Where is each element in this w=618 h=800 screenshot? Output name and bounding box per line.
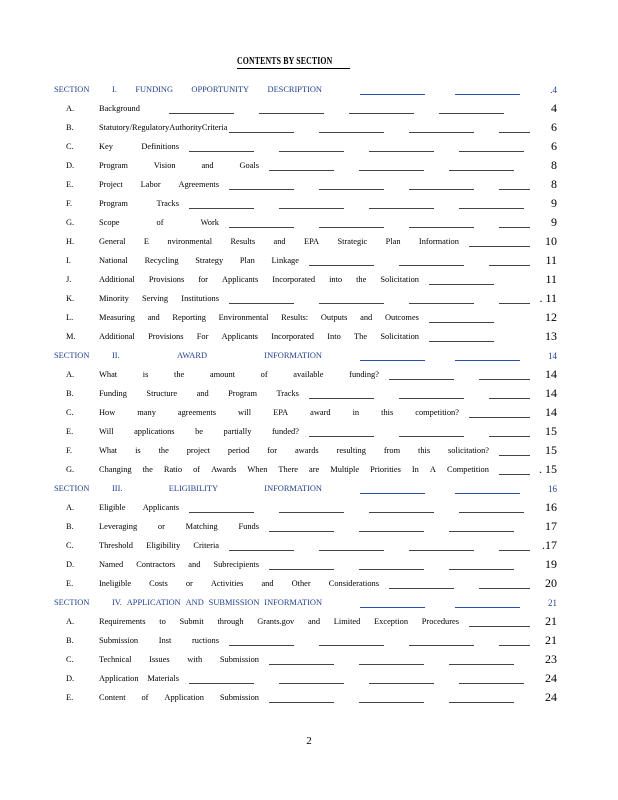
leader-line bbox=[369, 683, 434, 684]
item-title: Program Tracks bbox=[99, 199, 179, 208]
item-title: Application Materials bbox=[99, 674, 179, 683]
leader-line bbox=[359, 664, 424, 665]
item-title: What is the amount of available funding? bbox=[99, 370, 379, 379]
leader-line bbox=[455, 360, 520, 361]
item-title: Technical Issues with Submission bbox=[99, 655, 259, 664]
item-letter: I. bbox=[66, 256, 71, 265]
item-title: How many agreements will EPA award in this competition? bbox=[99, 408, 459, 417]
item-page: 14 bbox=[545, 386, 557, 400]
leader-line bbox=[499, 474, 530, 475]
toc-item-row[interactable] bbox=[0, 156, 618, 175]
leader-line bbox=[455, 493, 520, 494]
item-letter: D. bbox=[66, 674, 75, 683]
toc-item-row[interactable] bbox=[0, 669, 618, 688]
leader-line bbox=[429, 284, 494, 285]
toc-item-row[interactable] bbox=[0, 137, 618, 156]
leader-line bbox=[359, 702, 424, 703]
item-letter: E. bbox=[66, 579, 74, 588]
item-page: 11 bbox=[545, 272, 557, 286]
leader-line bbox=[309, 436, 374, 437]
leader-line bbox=[455, 94, 520, 95]
leader-line bbox=[169, 113, 234, 114]
item-title: Eligible Applicants bbox=[99, 503, 179, 512]
toc-item-row[interactable] bbox=[0, 194, 618, 213]
leader-line bbox=[359, 170, 424, 171]
item-title: Submission Inst ructions bbox=[99, 636, 219, 645]
toc-item-row[interactable] bbox=[0, 289, 618, 308]
item-title: Will applications be partially funded? bbox=[99, 427, 299, 436]
leader-line bbox=[449, 569, 514, 570]
toc-section-row[interactable] bbox=[0, 479, 618, 498]
leader-line bbox=[389, 588, 454, 589]
leader-line bbox=[319, 189, 384, 190]
item-page: 20 bbox=[545, 576, 557, 590]
item-page: 9 bbox=[551, 196, 557, 210]
item-letter: F. bbox=[66, 199, 73, 208]
item-letter: A. bbox=[66, 617, 75, 626]
section-label: SECTION bbox=[54, 85, 90, 94]
leader-line bbox=[189, 512, 254, 513]
leader-line bbox=[229, 645, 294, 646]
leader-line bbox=[389, 379, 454, 380]
item-letter: E. bbox=[66, 693, 74, 702]
item-letter: B. bbox=[66, 389, 74, 398]
item-letter: H. bbox=[66, 237, 75, 246]
leader-line bbox=[499, 303, 530, 304]
leader-line bbox=[319, 303, 384, 304]
item-page: 21 bbox=[545, 633, 557, 647]
item-title: Additional Provisions for Applicants Incorporated into the Solicitation bbox=[99, 275, 419, 284]
leader-line bbox=[449, 702, 514, 703]
item-title: Requirements to Submit through Grants.gov and Limited Exception Procedures bbox=[99, 617, 459, 626]
item-title: Content of Application Submission bbox=[99, 693, 259, 702]
item-page: 4 bbox=[551, 101, 557, 115]
item-page: 19 bbox=[545, 557, 557, 571]
leader-line bbox=[229, 303, 294, 304]
toc-section-row[interactable] bbox=[0, 593, 618, 612]
leader-line bbox=[459, 208, 524, 209]
toc-section-row[interactable] bbox=[0, 80, 618, 99]
section-title: I. FUNDING OPPORTUNITY DESCRIPTION bbox=[112, 85, 322, 94]
item-page: 10 bbox=[545, 234, 557, 248]
toc-item-row[interactable] bbox=[0, 270, 618, 289]
leader-line bbox=[259, 113, 324, 114]
leader-line bbox=[360, 94, 425, 95]
toc-item-row[interactable] bbox=[0, 555, 618, 574]
leader-line bbox=[409, 189, 474, 190]
leader-line bbox=[449, 170, 514, 171]
leader-line bbox=[409, 550, 474, 551]
leader-line bbox=[409, 227, 474, 228]
item-letter: E. bbox=[66, 180, 74, 189]
toc-item-row[interactable] bbox=[0, 327, 618, 346]
leader-line bbox=[499, 645, 530, 646]
toc-item-row[interactable] bbox=[0, 308, 618, 327]
leader-line bbox=[360, 607, 425, 608]
leader-line bbox=[229, 550, 294, 551]
section-title: II. AWARD INFORMATION bbox=[112, 351, 322, 360]
item-page: 16 bbox=[545, 500, 557, 514]
section-title: III. ELIGIBILITY INFORMATION bbox=[112, 484, 322, 493]
leader-line bbox=[489, 265, 530, 266]
item-letter: E. bbox=[66, 427, 74, 436]
leader-line bbox=[439, 113, 504, 114]
table-of-contents bbox=[0, 80, 618, 707]
leader-line bbox=[459, 683, 524, 684]
item-title: Additional Provisions For Applicants Incorporated Into The Solicitation bbox=[99, 332, 419, 341]
item-letter: K. bbox=[66, 294, 75, 303]
section-label: SECTION bbox=[54, 598, 90, 607]
toc-item-row[interactable] bbox=[0, 175, 618, 194]
leader-line bbox=[455, 607, 520, 608]
item-letter: J. bbox=[66, 275, 72, 284]
leader-line bbox=[359, 569, 424, 570]
item-letter: D. bbox=[66, 560, 75, 569]
section-page: 21 bbox=[548, 598, 557, 608]
toc-item-row[interactable] bbox=[0, 498, 618, 517]
toc-item-row[interactable] bbox=[0, 460, 618, 479]
toc-item-row[interactable] bbox=[0, 688, 618, 707]
item-title: Measuring and Reporting Environmental Results: Outputs and Outcomes bbox=[99, 313, 419, 322]
item-letter: F. bbox=[66, 446, 73, 455]
toc-item-row[interactable] bbox=[0, 441, 618, 460]
item-letter: B. bbox=[66, 123, 74, 132]
item-letter: L. bbox=[66, 313, 74, 322]
leader-line bbox=[469, 626, 530, 627]
item-title: General E nvironmental Results and EPA Strategic Plan Information bbox=[99, 237, 459, 246]
item-page: 24 bbox=[545, 690, 557, 704]
toc-item-row[interactable] bbox=[0, 631, 618, 650]
toc-item-row[interactable] bbox=[0, 536, 618, 555]
leader-line bbox=[459, 512, 524, 513]
leader-line bbox=[319, 550, 384, 551]
leader-line bbox=[409, 303, 474, 304]
leader-line bbox=[499, 455, 530, 456]
leader-line bbox=[499, 189, 530, 190]
leader-line bbox=[319, 645, 384, 646]
leader-line bbox=[279, 512, 344, 513]
item-page: 17 bbox=[545, 519, 557, 533]
toc-item-row[interactable] bbox=[0, 232, 618, 251]
leader-line bbox=[409, 132, 474, 133]
item-letter: M. bbox=[66, 332, 76, 341]
leader-line bbox=[479, 379, 530, 380]
section-page: 16 bbox=[548, 484, 557, 494]
section-label: SECTION bbox=[54, 484, 90, 493]
item-page: 15 bbox=[545, 443, 557, 457]
leader-line bbox=[319, 132, 384, 133]
section-label: SECTION bbox=[54, 351, 90, 360]
leader-line bbox=[479, 588, 530, 589]
leader-line bbox=[309, 398, 374, 399]
leader-line bbox=[349, 113, 414, 114]
leader-line bbox=[489, 436, 530, 437]
item-title: Program Vision and Goals bbox=[99, 161, 259, 170]
toc-item-row[interactable] bbox=[0, 384, 618, 403]
leader-line bbox=[279, 208, 344, 209]
item-page: 23 bbox=[545, 652, 557, 666]
leader-line bbox=[369, 151, 434, 152]
item-title: Scope of Work bbox=[99, 218, 219, 227]
item-title: Named Contractors and Subrecipients bbox=[99, 560, 259, 569]
item-page: 24 bbox=[545, 671, 557, 685]
item-page: 11 bbox=[545, 253, 557, 267]
section-page: 14 bbox=[548, 351, 557, 361]
item-page: 12 bbox=[545, 310, 557, 324]
leader-line bbox=[469, 417, 530, 418]
item-title: Leveraging or Matching Funds bbox=[99, 522, 259, 531]
item-title: Minority Serving Institutions bbox=[99, 294, 219, 303]
leader-line bbox=[229, 132, 294, 133]
page-title: CONTENTS BY SECTION bbox=[237, 56, 350, 69]
item-page: 15 bbox=[545, 424, 557, 438]
toc-item-row[interactable] bbox=[0, 118, 618, 137]
item-page: .17 bbox=[542, 538, 557, 552]
leader-line bbox=[269, 664, 334, 665]
leader-line bbox=[229, 189, 294, 190]
item-title: What is the project period for awards resulting from this solicitation? bbox=[99, 446, 489, 455]
leader-line bbox=[449, 531, 514, 532]
leader-line bbox=[499, 550, 530, 551]
section-page: .4 bbox=[550, 85, 557, 95]
leader-line bbox=[449, 664, 514, 665]
item-page: 8 bbox=[551, 177, 557, 191]
toc-section-row[interactable] bbox=[0, 346, 618, 365]
leader-line bbox=[269, 702, 334, 703]
leader-line bbox=[269, 170, 334, 171]
item-title: Key Definitions bbox=[99, 142, 179, 151]
leader-line bbox=[369, 512, 434, 513]
leader-line bbox=[309, 265, 374, 266]
item-title: Ineligible Costs or Activities and Other Considerations bbox=[99, 579, 379, 588]
leader-line bbox=[319, 227, 384, 228]
leader-line bbox=[369, 208, 434, 209]
item-letter: C. bbox=[66, 655, 74, 664]
leader-line bbox=[269, 569, 334, 570]
toc-item-row[interactable] bbox=[0, 213, 618, 232]
leader-line bbox=[189, 208, 254, 209]
toc-item-row[interactable] bbox=[0, 251, 618, 270]
item-letter: C. bbox=[66, 408, 74, 417]
toc-item-row[interactable] bbox=[0, 574, 618, 593]
leader-line bbox=[499, 227, 530, 228]
item-letter: G. bbox=[66, 218, 75, 227]
leader-line bbox=[429, 322, 494, 323]
leader-line bbox=[279, 683, 344, 684]
leader-line bbox=[429, 341, 494, 342]
item-title: Funding Structure and Program Tracks bbox=[99, 389, 299, 398]
leader-line bbox=[459, 151, 524, 152]
leader-line bbox=[499, 132, 530, 133]
toc-item-row[interactable] bbox=[0, 612, 618, 631]
item-page: 13 bbox=[545, 329, 557, 343]
item-page: 14 bbox=[545, 405, 557, 419]
item-title: Project Labor Agreements bbox=[99, 180, 219, 189]
item-page: 14 bbox=[545, 367, 557, 381]
item-page: 6 bbox=[551, 120, 557, 134]
item-letter: A. bbox=[66, 104, 75, 113]
item-letter: A. bbox=[66, 370, 75, 379]
item-letter: A. bbox=[66, 503, 75, 512]
item-title: Background bbox=[99, 104, 140, 113]
leader-line bbox=[189, 683, 254, 684]
leader-line bbox=[399, 436, 464, 437]
leader-line bbox=[409, 645, 474, 646]
toc-item-row[interactable] bbox=[0, 422, 618, 441]
page-number: 2 bbox=[306, 735, 312, 747]
leader-line bbox=[469, 246, 530, 247]
leader-line bbox=[399, 398, 464, 399]
toc-item-row[interactable] bbox=[0, 517, 618, 536]
item-letter: C. bbox=[66, 142, 74, 151]
item-title: Changing the Ratio of Awards When There are Multiple Priorities In A Competition bbox=[99, 465, 489, 474]
leader-line bbox=[399, 265, 464, 266]
item-page: 9 bbox=[551, 215, 557, 229]
item-page: 6 bbox=[551, 139, 557, 153]
item-letter: C. bbox=[66, 541, 74, 550]
item-page: . 11 bbox=[539, 291, 557, 305]
item-title: Threshold Eligibility Criteria bbox=[99, 541, 219, 550]
leader-line bbox=[229, 227, 294, 228]
leader-line bbox=[189, 151, 254, 152]
leader-line bbox=[489, 398, 530, 399]
leader-line bbox=[359, 531, 424, 532]
item-title: National Recycling Strategy Plan Linkage bbox=[99, 256, 299, 265]
leader-line bbox=[360, 493, 425, 494]
item-letter: G. bbox=[66, 465, 75, 474]
item-page: 21 bbox=[545, 614, 557, 628]
toc-item-row[interactable] bbox=[0, 99, 618, 118]
toc-item-row[interactable] bbox=[0, 650, 618, 669]
toc-item-row[interactable] bbox=[0, 365, 618, 384]
item-page: 8 bbox=[551, 158, 557, 172]
leader-line bbox=[279, 151, 344, 152]
section-title: IV. APPLICATION AND SUBMISSION INFORMATION bbox=[112, 598, 322, 607]
leader-line bbox=[360, 360, 425, 361]
toc-item-row[interactable] bbox=[0, 403, 618, 422]
item-letter: B. bbox=[66, 636, 74, 645]
item-title: Statutory/Regulatory Authority Criteria bbox=[99, 123, 228, 132]
item-letter: B. bbox=[66, 522, 74, 531]
item-page: . 15 bbox=[539, 462, 557, 476]
item-letter: D. bbox=[66, 161, 75, 170]
leader-line bbox=[269, 531, 334, 532]
